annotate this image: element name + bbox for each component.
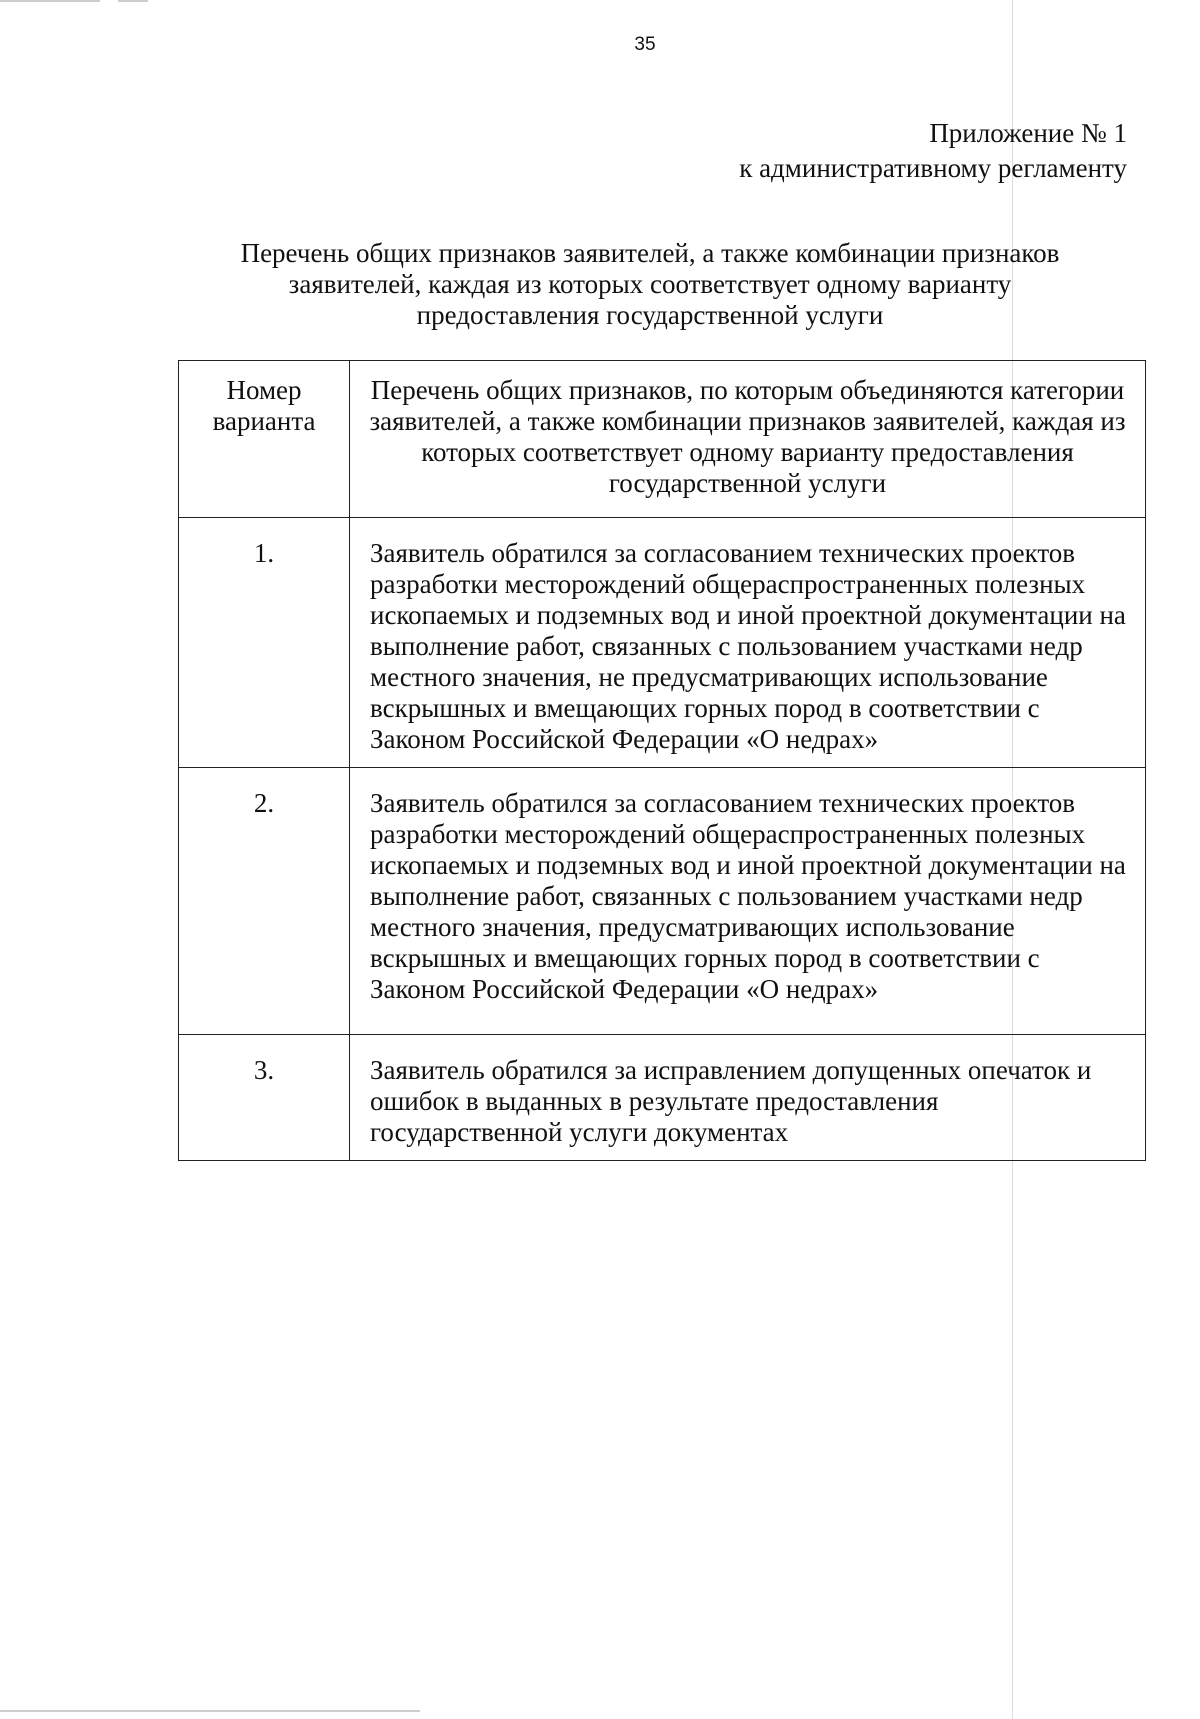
table-row bbox=[179, 1035, 1146, 1161]
scan-artifact-line bbox=[0, 1710, 420, 1712]
title-line-3: предоставления государственной услуги bbox=[416, 300, 884, 330]
title-line-1: Перечень общих признаков заявителей, а также комбинации признаков bbox=[240, 238, 1060, 268]
appendix-line-2: к административному регламенту bbox=[739, 153, 1127, 183]
scan-artifact-line bbox=[118, 0, 148, 2]
variant-description: Заявитель обратился за согласованием технических проектов разработки месторождений общераспространенных полезных ископаемых и подземных вод и иной проектной документации на выполнение работ, связанных с пользованием участками недр местного значения, предусматривающих использование вскрышных и вмещающих горных пород в соответствии с Законом Российской Федерации «О недрах» bbox=[350, 768, 1146, 1035]
variant-description: Заявитель обратился за исправлением допущенных опечаток и ошибок в выданных в результате предоставления государственной услуги документах bbox=[350, 1035, 1146, 1161]
variant-number: 2. bbox=[179, 768, 350, 1035]
page-number: 35 bbox=[634, 34, 656, 55]
variant-number: 3. bbox=[179, 1035, 350, 1161]
variant-number: 1. bbox=[179, 518, 350, 768]
title-line-2: заявителей, каждая из которых соответствует одному варианту bbox=[288, 269, 1012, 299]
header-number-cell bbox=[179, 361, 350, 518]
header-number-line-2: варианта bbox=[212, 406, 316, 436]
appendix-header bbox=[739, 116, 1127, 186]
variants-table bbox=[178, 360, 1146, 1161]
table-row bbox=[179, 768, 1146, 1035]
variant-description: Заявитель обратился за согласованием технических проектов разработки месторождений общераспространенных полезных ископаемых и подземных вод и иной проектной документации на выполнение работ, связанных с пользованием участками недр местного значения, не предусматривающих использование вскрышных и вмещающих горных пород в соответствии с Законом Российской Федерации «О недрах» bbox=[350, 518, 1146, 768]
document-title bbox=[150, 238, 1150, 331]
table-row bbox=[179, 518, 1146, 768]
header-number-line-1: Номер bbox=[226, 375, 302, 405]
appendix-line-1: Приложение № 1 bbox=[929, 118, 1127, 148]
header-description-cell: Перечень общих признаков, по которым объединяются категории заявителей, а также комбинации признаков заявителей, каждая из которых соответствует одному варианту предоставления государственной услуги bbox=[350, 361, 1146, 518]
table-header-row bbox=[179, 361, 1146, 518]
scan-artifact-line bbox=[0, 0, 100, 2]
